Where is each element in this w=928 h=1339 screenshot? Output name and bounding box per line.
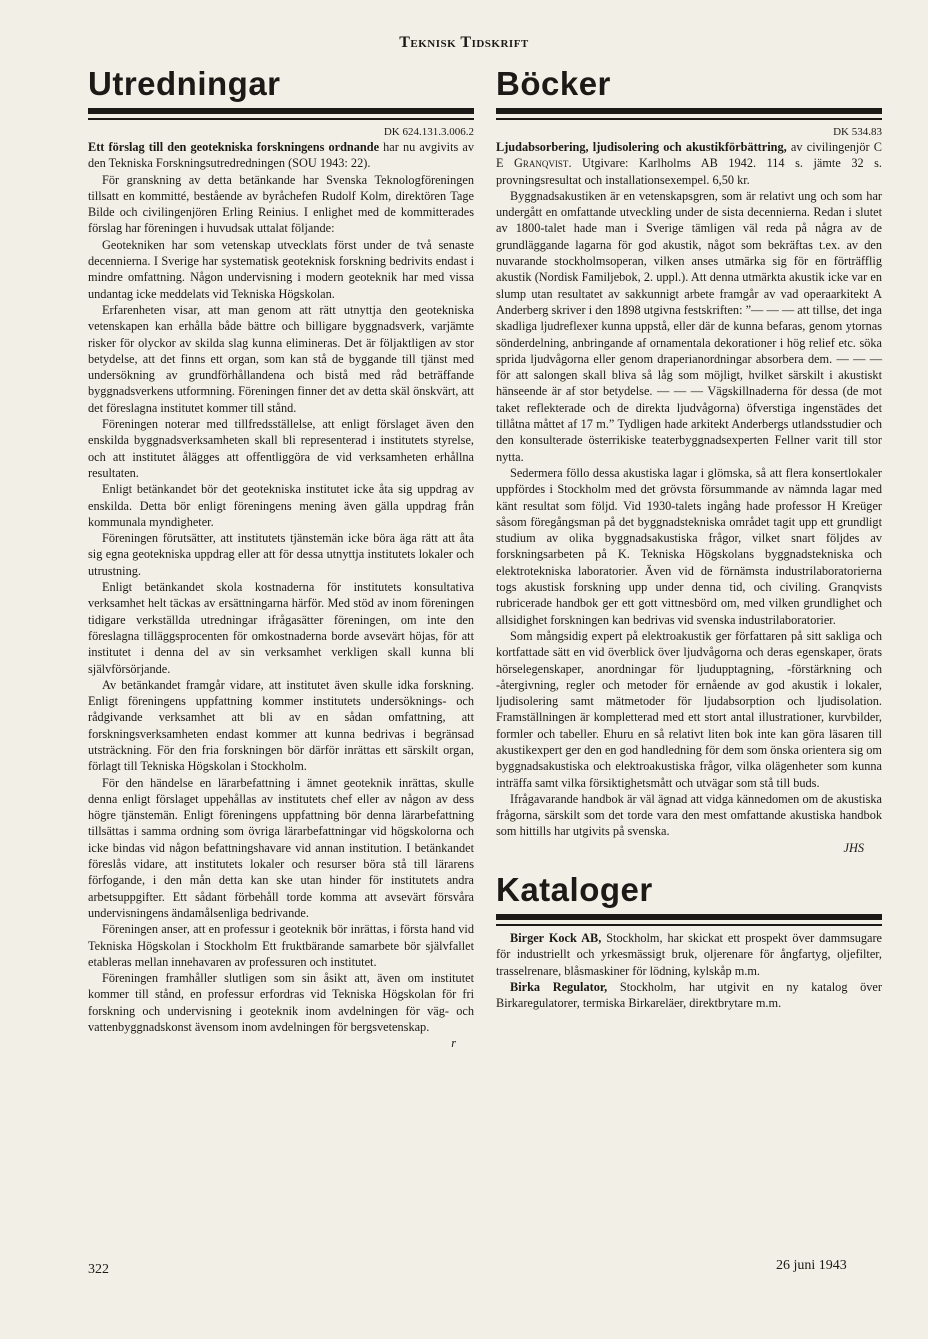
paragraph: Enligt betänkandet skola kostnaderna för institutets konsultativa verksamhet helt täckas av ersättningarna härför. Med stöd av inom föreningen tidigare verkställda utredningar ifrågasätter föreningen, om inte den föreslagna tilläggsprocenten för omkostnaderna borde avsevärt höjas, för att institutet i denna del av sin verksamhet verkligen skall kunna bli självförsörjande. (88, 580, 474, 676)
masthead: Teknisk Tidskrift (399, 34, 529, 51)
paragraph: Föreningen anser, att en professur i geoteknik bör inrättas, i första hand vid Tekniska Högskolan i Stockholm Ett fruktbärande samarbete bör självfallet etableras mellan innehavaren av professuren och institutet. (88, 922, 474, 969)
paragraph: Föreningen förutsätter, att institutets tjänstemän icke böra äga rätt att åta sig egna geotekniska uppdrag eller att för dessa utnyttja institutets lokaler och utrustning. (88, 531, 474, 578)
paragraph: Föreningen framhåller slutligen som sin åsikt att, även om institutet kommer till stånd, en professur erfordras vid Tekniska Högskolan för fri forskning och undervisning i geoteknik inom avdelningen för väg- och vattenbyggnadskonst ävensom inom avdelningen för bergsvetenskap. (88, 971, 474, 1035)
section-rule-thin (496, 924, 882, 926)
section-title-bocker: Böcker (496, 65, 611, 102)
section-rule (496, 914, 882, 920)
paragraph: Byggnadsakustiken är en vetenskapsgren, som är relativt ung och som har undergått en omfattande utveckling under de sista decennierna. Redan i slutet av 1800-talet hade man i Sverige tämligen väl reda på några av de grundläggande lagarna för god akustik, något som bekräftas t.ex. av den nuvarande stockholmsoperan, vilken anses utmärka sig för en förträfflig akustik (Nordisk Familjebok, 2. uppl.). Att denna utmärkta akustik icke var en slump utan resultatet av sakkunnigt arbete framgår av vad operaarkitekt A Anderberg skriver i den 1898 utgivna festskriften: ”— — — att tillse, det inga skadliga ljudreflexer kunna uppstå, eller där de kunna befaras, genom ytornas sönderdelning, anbringande af ornamentala dekorationer i hög relief etc. söka sprida ljudvågorna eller genom draperianordningar absorbera dem. — — — för att salongen skall bliva så låg som möjligt, hvilket särskilt i akustiskt hänseende är af stor betydelse. — — — Vägskillnaderna för dessa (de mot taket reflekterade och de direkta ljudvågorna) öfverstiga ingenstädes det tillåtna måttet af 17 m.” Tydligen hade arkitekt Anderbergs utlandsstudier och den konsulterade österrikiske teaterbyggnadsexperten Fellner varit till stor nytta. (496, 188, 882, 464)
dk-classification: DK 534.83 (833, 126, 882, 138)
katalog-entry (496, 979, 882, 1012)
paragraph: Geotekniken har som vetenskap utvecklats först under de två senaste decennierna. I Sverige har systematisk geoteknisk forskning bedrivits endast i mindre omfattning. Någon undervisning i modern geoteknik har med vissa undantag icke meddelats vid Tekniska Högskolan. (88, 237, 474, 301)
paragraph: För den händelse en lärarbefattning i ämnet geoteknik inrättas, skulle denna enligt förslaget uppehållas av institutets chef eller av någon av dess högre tjänstemän. Enligt föreningens uppfattning bör denna lärarbefattning tillsättas i samma ordning som övriga lärarbefattningar vid högskolorna och icke bindas vid någon befattningshavare vid annan institution. I betänkandet föreslås vidare, att institutets lokaler och resurser böra stå till lärarens förfogande, i den mån detta kan ske utan hinder för institutets andra arbetsuppgifter. Ett sådant förbehåll torde komma att avsevärt försvåra undervisningens ändamålsenliga bedrivande. (88, 775, 474, 920)
section-title-utredningar: Utredningar (88, 65, 281, 102)
book-author: Granqvist (514, 156, 569, 171)
paragraph: För granskning av detta betänkande har Svenska Teknologföreningen tillsatt en kommitté, bestående av byråchefen Rudolf Kolm, direktören Tage Bilde och civilingenjören Erling Reinius. I enlighet med de kommitterades förslag har föreningen i huvudsak uttalat följande: (88, 172, 474, 236)
issue-date: 26 juni 1943 (776, 1258, 847, 1273)
signature: r (451, 1036, 456, 1051)
paragraph: Enligt betänkandet bör det geotekniska institutet icke åta sig uppdrag av enskilda. Detta bör enligt föreningens mening även gälla uppdrag från kommunala myndigheter. (88, 482, 474, 529)
section-rule-thin (496, 118, 882, 120)
section-rule (88, 108, 474, 114)
article-utredningar (88, 139, 474, 1052)
right-column (496, 64, 882, 1012)
katalog-text: Stockholm, har utgivit en ny katalog över Birkaregulatorer, termiska Birkareläer, direktbrytare m.m. (496, 979, 882, 1011)
left-column (88, 64, 474, 1052)
kataloger-list (496, 930, 882, 1011)
signature: JHS (843, 840, 864, 855)
book-title-bold: Ljudabsorbering, ljudisolering och akustikförbättring, (496, 140, 787, 154)
paragraph: Föreningen noterar med tillfredsställelse, att enligt förslaget även den enskilda byggnadsverksamheten skall bli representerad i institutets styrelse, och att institutet ålägges att offentliggöra de vid verksamheten erhållna resultaten. (88, 417, 474, 480)
article-bocker (496, 139, 882, 856)
book-review-lead (496, 139, 882, 188)
paragraph: Sedermera föllo dessa akustiska lagar i glömska, så att flera konsertlokaler uppfördes i Stockholm med det grövsta försummande av nämnda lagar med känt resultat som följd. Vid 1930-talets ingång hade professor H Kreüger såsom föregångsman på det byggnadstekniska området tagit upp ett grundligt studium av olika byggnadsakustiska frågor, vilket snart följdes av forskningsarbeten på K. Tekniska Högskolans byggnadstekniska och elektrotekniska laboratorier. Även vid de förnämsta industrilaboratorierna togs akustisk forskning upp under denna tid, och civiling. Granqvists rubricerade handbok ger ett gott vittnesbörd om, med vilken grundlighet och allsidighet forskningen kan bedrivas vid svenska industrilaboratorier. (496, 465, 882, 627)
paragraph: Som mångsidig expert på elektroakustik ger författaren på sitt sakliga och kortfattade sätt en vid överblick över ljudvågorna och deras egenskaper, örats hörselegenskaper, anordningar för ljudupptagning, -förstärkning och -återgivning, regler och metoder för ernående av god akustik i lokaler, ljudisolering samt mätmetoder för ljudabsorption och ljudisolation. Framställningen är kompletterad med ett stort antal illustrationer, kurvbilder, formler och tabeller. Ehuru en så relativt liten bok inte kan göra läsaren till akustikexpert ger den en god handledning för dem som önska orientera sig om byggnadsakustiska och elektroakustiska frågor, vilka olägenheter som kunna inträffa samt vilka försiktighetsmått och utvägar som stå till buds. (496, 628, 882, 790)
book-publisher: . Utgivare: Karlholms AB 1942. 114 s. jämte 32 s. provningsresultat och installationsexempel. 6,50 kr. (496, 156, 882, 187)
page-number: 322 (88, 1262, 109, 1277)
section-rule (496, 108, 882, 114)
section-title-kataloger: Kataloger (496, 871, 653, 909)
dk-classification: DK 624.131.3.006.2 (383, 126, 474, 138)
article-lead-bold: Ett förslag till den geotekniska forskningens ordnande (88, 140, 380, 154)
paragraph: Av betänkandet framgår vidare, att institutet även skulle idka forskning. Enligt föreningens uppfattning kommer institutets undersöknings- och rådgivande verksamhet att bli av en sådan omfattning, att forskningsverksamheten endast kommer att kunna bedrivas i begränsad utsträckning. För den fria forskningen bör därför inrättas ett särskilt organ, förlagt till Tekniska Högskolan i Stockholm. (88, 677, 474, 774)
katalog-company: Birka Regulator, (510, 979, 608, 994)
paragraph: Ifrågavarande handbok är väl ägnad att vidga kännedomen om de akustiska frågorna, särskilt som det torde vara den mest omfattande akustiska handbok som hittills har utgivits på svenska. (496, 791, 882, 839)
section-rule-thin (88, 118, 474, 120)
katalog-text: Stockholm, har skickat ett prospekt över dammsugare för industriellt och yrkesmässigt bruk, oljerenare för ångfartyg, oljefilter, trasselrenare, blåsmaskiner för lödning, kylskåp m.m. (496, 931, 883, 978)
katalog-entry (496, 930, 882, 979)
book-author-prefix: av civilingenjör C E (496, 140, 882, 171)
article-lead (88, 139, 474, 172)
paragraph: Erfarenheten visar, att man genom att rätt utnyttja den geotekniska vetenskapen kan erhålla både bättre och billigare byggnadsverk, varjämte risker för olyckor av skilda slag kunna elimineras. Det är följaktligen av stor betydelse, att det finns ett organ, som kan stå de byggande till tjänst med undersökning av grundförhållandena och bistå med råd beträffande byggnadsverkens utformning. Föreningen finner det av detta skäl önskvärt, att det föreslagna institutet kommer till stånd. (88, 302, 474, 415)
katalog-company: Birger Kock AB, (510, 931, 602, 946)
paragraph: har nu avgivits av den Tekniska Forskningsutredredningen (SOU 1943: 22). (88, 140, 474, 171)
